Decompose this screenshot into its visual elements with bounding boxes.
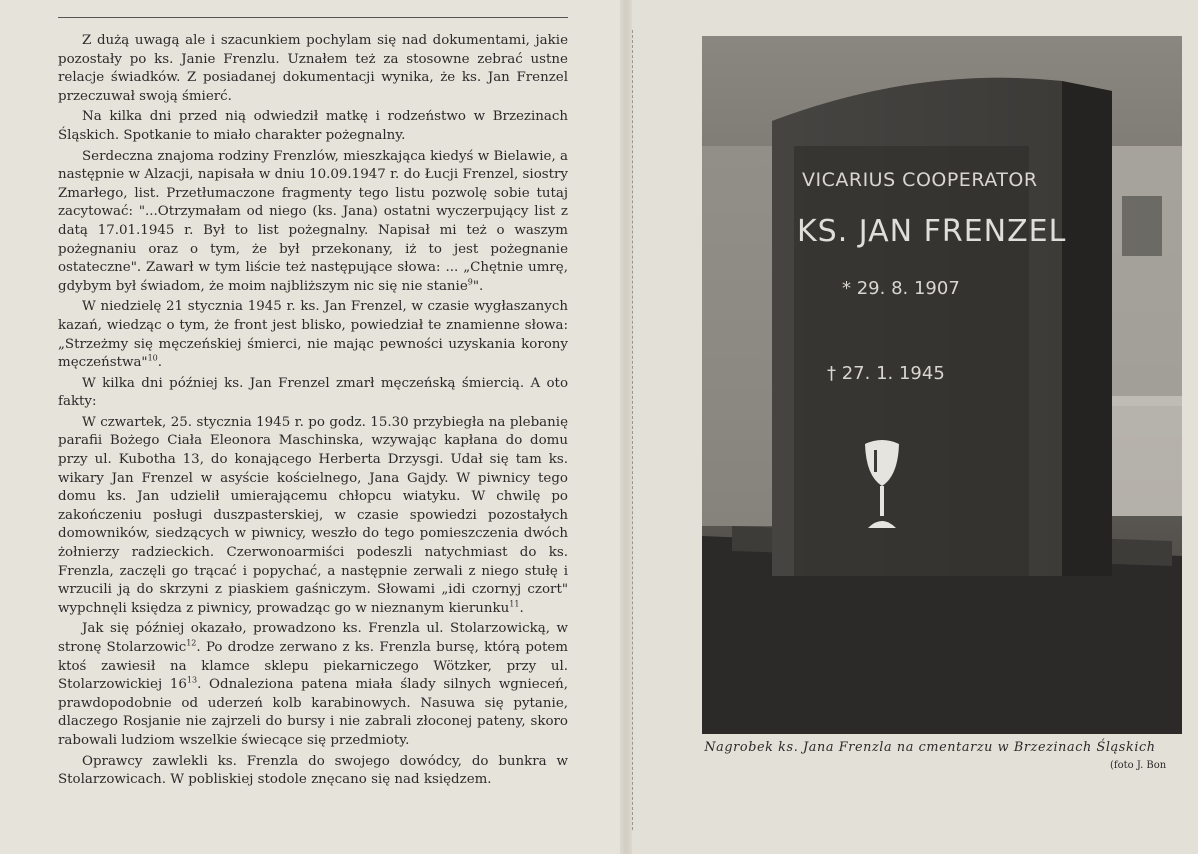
page-fold [620,0,632,854]
photo-caption: Nagrobek ks. Jana Frenzla na cmentarzu w Brzezinach Śląskich [704,740,1156,755]
paragraph: W czwartek, 25. stycznia 1945 r. po godz. 15.30 przybiegła na plebanię parafii Bożego Ciała Eleonora Maschinska, wzywając kapłana do domu przy ul. Kubotha 13, do konającego Herberta Drzysgi. Udał się tam ks. wikary Jan Frenzel w asyście kościelnego, Jana Gajdy. W piwnicy tego domu ks. Jan udzielił umierającemu chłopcu wiatyku. W chwilę po zakończeniu posługi duszpasterskiej, w czasie spowiedzi pozostałych domowników, siedzących w piwnicy, weszło do tego pomieszczenia dwóch żołnierzy radzieckich. Czerwonoarmiści podeszli natychmiast do ks. Frenzla, zaczęli go trącać i popychać, a następnie zerwali z niego stułę i wrzucili ją do skrzyni z piaskiem gaśniczym. Słowami „idi czornyj czort" wypchnęli księdza z piwnicy, prowadząc go w nieznanym kierunku$^{11}$. [58,414,568,616]
paragraph: Na kilka dni przed nią odwiedził matkę i rodzeństwo w Brzezinach Śląskich. Spotkanie to miało charakter pożegnalny. [58,109,568,143]
inscription-birth: * 29. 8. 1907 [842,278,960,299]
footnote-ref: 9 [467,277,473,287]
top-rule [58,17,568,18]
paragraph: Serdeczna znajoma rodziny Frenzlów, mieszkająca kiedyś w Bielawie, a następnie w Alzacji, napisała w dniu 10.09.1947 r. do Łucji Frenzel, siostry Zmarłego, list. Przetłumaczone fragmenty tego listu pozwolę sobie tutaj zacytować: "...Otrzymałam od niego (ks. Jana) ostatni wyczerpujący list z datą 17.01.1945 r. Był to list pożegnalny. Napisał mi też o waszym pożegnaniu oraz o tym, że był przekonany, iż to jest pożegnanie ostateczne". Zawarł w tym liście też następujące słowa: ... „Chętnie umrę, gdybym był świadom, że moim najbliższym nic się nie stanie$^9$". [58,148,568,294]
fold-perforation [632,30,635,830]
photo-credit: (foto J. Bon [1110,760,1167,771]
paragraph: Z dużą uwagą ale i szacunkiem pochylam się nad dokumentami, jakie pozostały po ks. Janie Frenzlu. Uznałem też za stosowne zebrać ustne relacje świadków. Z posiadanej dokumentacji wynika, że ks. Jan Frenzel przeczuwał swoją śmierć. [58,33,568,104]
paragraph: Oprawcy zawlekli ks. Frenzla do swojego dowódcy, do bunkra w Stolarzowicach. W pobliskiej stodole znęcano się nad księdzem. [58,753,568,788]
tombstone-photo [702,36,1182,734]
paragraph: Jak się później okazało, prowadzono ks. Frenzla ul. Stolarzowicką, w stronę Stolarzowic$^{12}$. Po drodze zerwano z ks. Frenzla bursę, którą potem ktoś zawiesił na klamce sklepu piekarniczego Wötzker, przy ul. Stolarzowickiej $16^{13}$. Odnaleziona patena miała ślady silnych wgnieceń, prawdopodobnie od uderzeń kolb karabinowych. Nasuwa się pytanie, dlaczego Rosjanie nie zajrzeli do bursy i nie zabrali złoconej pateny, skoro rabowali ludziom wszelkie świecące się przedmioty. [58,621,568,748]
paragraph: W kilka dni później ks. Jan Frenzel zmarł męczeńską śmiercią. A oto fakty: [58,375,568,410]
inscription-death: † 27. 1. 1945 [827,363,945,384]
footnote-ref: 10 [147,353,158,363]
footnote-ref: 13 [186,675,198,685]
footnote-ref: 11 [509,599,520,609]
inscription-line-1: VICARIUS COOPERATOR [802,169,1038,191]
article-text [58,32,568,792]
paragraph: W niedzielę 21 stycznia 1945 r. ks. Jan Frenzel, w czasie wygłaszanych kazań, wiedząc o tym, że front jest blisko, powiedział te znamienne słowa: „Strzeżmy się męczeńskiej śmierci, nie mając pewności uzyskania korony męczeństwa"$^{10}$. [58,299,568,371]
footnote-ref: 12 [186,638,197,648]
inscription-line-2: KS. JAN FRENZEL [797,214,1067,249]
